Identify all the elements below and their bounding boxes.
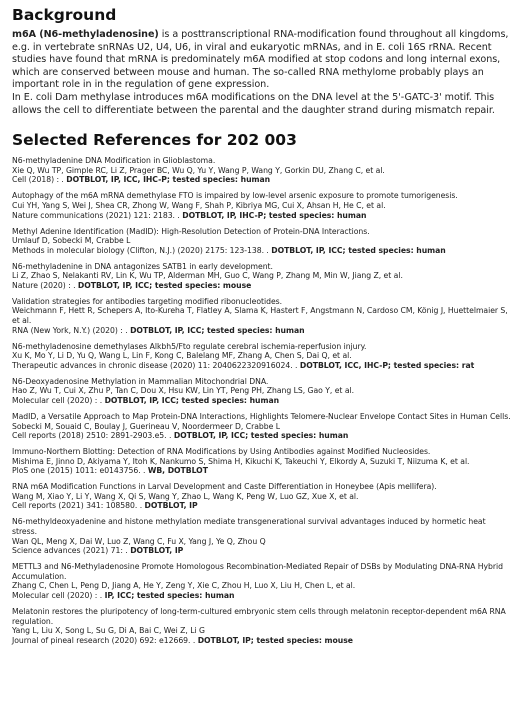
reference-item [12, 482, 512, 511]
reference-citation [12, 546, 512, 556]
reference-title: RNA m6A Modification Functions in Larval Development and Caste Differentiation in Honeybee (Apis mellifera). [12, 482, 437, 492]
background-intro-rest: is a posttranscriptional RNA-modification found throughout all kingdoms, e.g. in vertebrate snRNAs U2, U4, U6, in viral and eukaryotic mRNAs, and in E. coli 16S rRNA. Recent studies have found that mRNA is predominately m6A modified at stop codons and long internal exons, which are conserved between mouse and human. The so-called RNA methylome probably plays an important role in in the regulation of gene expression. [12, 29, 509, 91]
background-text [12, 29, 512, 117]
reference-tags: DOTBLOT, IP; tested species: mouse [197, 635, 353, 645]
reference-item [12, 262, 512, 291]
m6a-term: m6A (N6-methyladenosine) [12, 29, 159, 40]
reference-item [12, 377, 512, 406]
reference-title: Autophagy of the m6A mRNA demethylase FTO is impaired by low-level arsenic exposure to promote tumorigenesis. [12, 191, 458, 201]
reference-tags: DOTBLOT, IP, ICC; tested species: human [104, 395, 280, 405]
reference-citation [12, 175, 512, 185]
reference-authors: Mishima E, Jinno D, Akiyama Y, Itoh K, Nankumo S, Shima H, Kikuchi K, Takeuchi Y, Elkordy A, Suzuki T, Niizuma K, et al. [12, 456, 470, 466]
reference-journal: Cell (2018) : . [12, 175, 67, 185]
reference-title: Immuno-Northern Blotting: Detection of RNA Modifications by Using Antibodies against Modified Nucleosides. [12, 447, 431, 457]
reference-item [12, 342, 512, 371]
reference-item [12, 562, 512, 600]
reference-tags: DOTBLOT, IP, ICC, IHC-P; tested species: human [66, 175, 271, 185]
reference-citation [12, 396, 512, 406]
reference-title: N6-methyladenine DNA Modification in Glioblastoma. [12, 156, 216, 166]
reference-journal: Methods in molecular biology (Clifton, N.J.) (2020) 2175: 123-138. . [12, 245, 272, 255]
reference-title: N6-methyldeoxyadenine and histone methylation mediate transgenerational survival advantages induced by hormetic heat stress. [12, 517, 486, 537]
background-paragraph-2: In E. coli Dam methylase introduces m6A modifications on the DNA level at the 5'-GATC-3' motif. This allows the cell to differentiate between the parental and the daughter strand during mismatch repair. [12, 91, 495, 116]
background-heading: Background [12, 6, 117, 24]
reference-authors: Weichmann F, Hett R, Schepers A, Ito-Kureha T, Flatley A, Slama K, Hastert F, Angstmann N, Cardoso CM, König J, Huettelmaier S, et al. [12, 306, 508, 326]
reference-journal: Molecular cell (2020) : . [12, 395, 105, 405]
reference-citation [12, 211, 512, 221]
reference-title: N6-methyladenine in DNA antagonizes SATB1 in early development. [12, 261, 273, 271]
reference-tags: DOTBLOT, IP, ICC; tested species: human [173, 431, 349, 441]
reference-title: N6-Deoxyadenosine Methylation in Mammalian Mitochondrial DNA. [12, 376, 269, 386]
reference-citation [12, 326, 512, 336]
reference-journal: Science advances (2021) 71: . [12, 546, 131, 556]
reference-citation [12, 431, 512, 441]
reference-citation [12, 466, 512, 476]
reference-journal: RNA (New York, N.Y.) (2020) : . [12, 325, 131, 335]
reference-journal: Nature (2020) : . [12, 280, 78, 290]
reference-item [12, 297, 512, 335]
reference-authors: Umlauf D, Sobecki M, Crabbe L [12, 236, 131, 246]
reference-tags: DOTBLOT, IP, ICC; tested species: mouse [77, 280, 252, 290]
reference-item [12, 191, 512, 220]
reference-citation [12, 361, 512, 371]
reference-authors: Xu K, Mo Y, Li D, Yu Q, Wang L, Lin F, Kong C, Balelang MF, Zhang A, Chen S, Dai Q, et al. [12, 351, 352, 361]
reference-title: N6-methyladenosine demethylases Alkbh5/Fto regulate cerebral ischemia-reperfusion injury. [12, 341, 367, 351]
reference-item [12, 447, 512, 476]
reference-journal: Cell reports (2021) 341: 108580. . [12, 501, 145, 511]
background-paragraph-1 [12, 29, 512, 92]
reference-item [12, 227, 512, 256]
reference-journal: Therapeutic advances in chronic disease (2020) 11: 2040622320916024. . [12, 360, 300, 370]
reference-citation [12, 281, 512, 291]
reference-authors: Xie Q, Wu TP, Gimple RC, Li Z, Prager BC, Wu Q, Yu Y, Wang P, Wang Y, Gorkin DU, Zhang C, et al. [12, 165, 385, 175]
reference-journal: Journal of pineal research (2020) 692: e12669. . [12, 635, 198, 645]
reference-authors: Sobecki M, Souaid C, Boulay J, Guerineau V, Noordermeer D, Crabbe L [12, 421, 280, 431]
reference-item [12, 517, 512, 555]
reference-tags: DOTBLOT, IP [130, 546, 184, 556]
reference-item [12, 412, 512, 441]
reference-title: METTL3 and N6-Methyladenosine Promote Homologous Recombination-Mediated Repair of DSBs by Modulating DNA-RNA Hybrid Accumulation. [12, 562, 503, 581]
reference-title: MadID, a Versatile Approach to Map Protein-DNA Interactions, Highlights Telomere-Nuclear Envelope Contact Sites in Human Cells. [12, 411, 511, 421]
reference-citation [12, 591, 512, 601]
reference-citation [12, 501, 512, 511]
reference-item [12, 607, 512, 645]
reference-tags: DOTBLOT, IP, ICC; tested species: human [130, 325, 305, 335]
reference-authors: Wan QL, Meng X, Dai W, Luo Z, Wang C, Fu X, Yang J, Ye Q, Zhou Q [12, 536, 266, 546]
reference-title: Validation strategies for antibodies targeting modified ribonucleotides. [12, 296, 283, 306]
reference-tags: WB, DOTBLOT [147, 466, 208, 476]
reference-tags: DOTBLOT, IP, ICC; tested species: human [271, 245, 446, 255]
reference-list [12, 156, 512, 645]
reference-journal: Cell reports (2018) 2510: 2891-2903.e5. . [12, 431, 174, 441]
reference-tags: DOTBLOT, IP [144, 501, 198, 511]
reference-journal: Nature communications (2021) 121: 2183. . [12, 210, 183, 220]
reference-journal: Molecular cell (2020) : . [12, 591, 105, 601]
reference-journal: PloS one (2015) 1011: e0143756. . [12, 466, 148, 476]
reference-authors: Cui YH, Yang S, Wei J, Shea CR, Zhong W, Wang F, Shah P, Kibriya MG, Cui X, Ahsan H, He C, et al. [12, 200, 386, 210]
reference-tags: IP, ICC; tested species: human [104, 591, 235, 601]
reference-citation [12, 246, 512, 256]
reference-title: Melatonin restores the pluripotency of long-term-cultured embryonic stem cells through melatonin receptor-dependent m6A RNA regulation. [12, 607, 506, 626]
reference-authors: Li Z, Zhao S, Nelakanti RV, Lin K, Wu TP, Alderman MH, Guo C, Wang P, Zhang M, Min W, Jiang Z, et al. [12, 271, 403, 281]
references-heading: Selected References for 202 003 [12, 131, 297, 150]
reference-citation [12, 636, 512, 646]
reference-title: Methyl Adenine Identification (MadID): High-Resolution Detection of Protein-DNA Interactions. [12, 226, 370, 236]
reference-tags: DOTBLOT, ICC, IHC-P; tested species: rat [299, 360, 475, 370]
reference-tags: DOTBLOT, IP, IHC-P; tested species: human [182, 210, 367, 220]
reference-authors: Zhang C, Chen L, Peng D, Jiang A, He Y, Zeng Y, Xie C, Zhou H, Luo X, Liu H, Chen L, et al. [12, 581, 356, 591]
reference-authors: Wang M, Xiao Y, Li Y, Wang X, Qi S, Wang Y, Zhao L, Wang K, Peng W, Luo GZ, Xue X, et al. [12, 491, 359, 501]
reference-authors: Hao Z, Wu T, Cui X, Zhu P, Tan C, Dou X, Hsu KW, Lin YT, Peng PH, Zhang LS, Gao Y, et al. [12, 386, 355, 396]
reference-item [12, 156, 512, 185]
reference-authors: Yang L, Liu X, Song L, Su G, Di A, Bai C, Wei Z, Li G [12, 626, 205, 636]
